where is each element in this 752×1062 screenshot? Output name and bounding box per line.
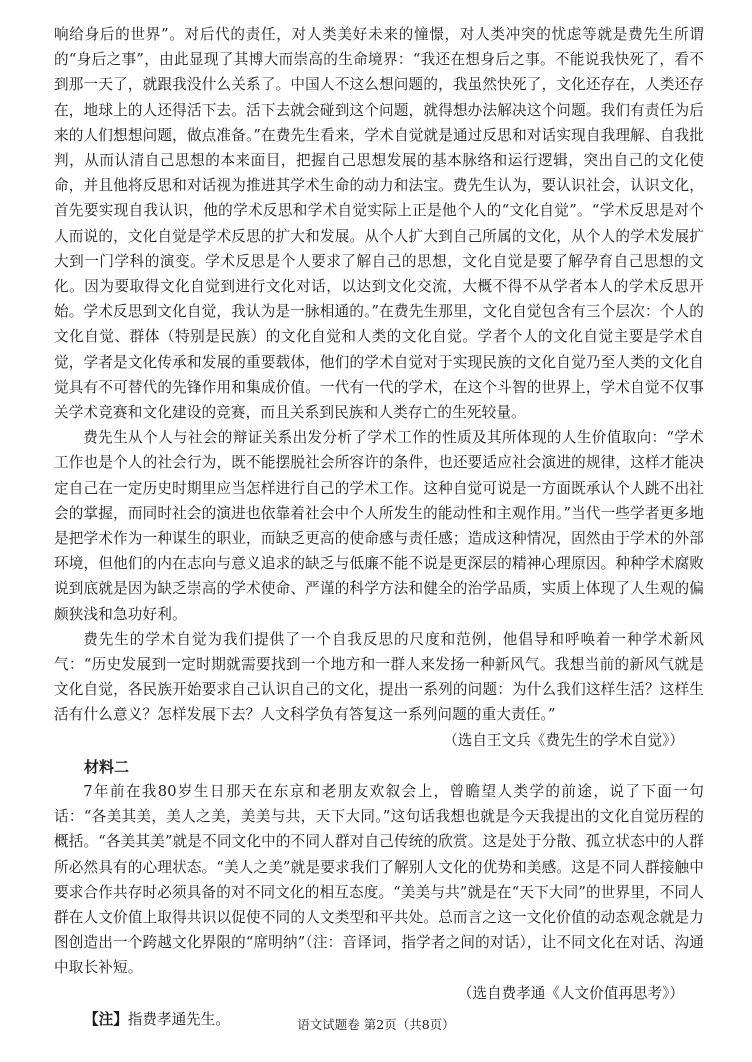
footnote-tag: 【注】 — [84, 1010, 128, 1028]
material-one-paragraph-3: 费先生的学术自觉为我们提供了一个自我反思的尺度和范例，他倡导和呼唤着一种学术新风气：“历史发展到一定时期就需要找到一个地方和一群人来发扬一种新风气。我想当前的新风气就是文化自觉，各民族开始要求自己认识自己的文化，提出一系列的问题：为什么我们这样生活？这样生活有什么意义？怎样发展下去？人文科学负有答复这一系列问题的重大责任。” — [54, 630, 704, 724]
page-footer: 语文试题卷 第2页（共8页） — [297, 1017, 455, 1032]
material-one-paragraph-2: 费先生从个人与社会的辩证关系出发分析了学术工作的性质及其所体现的人生价值取向：“学术工作也是个人的社会行为，既不能摆脱社会所容许的条件，也还要适应社会演进的规律，这样才能决定自己在一定历史时期里应当怎样进行自己的学术工作。这种自觉可说是一方面既承认个人跳不出社会的掌握，而同时社会的演进也依靠着社会中个人所发生的能动性和主观作用。”当代一些学者更多地是把学术作为一种谋生的职业，而缺乏更高的使命感与责任感；造成这种情况，固然由于学术的外部环境，但他们的内在志向与意义追求的缺乏与低廉不能不说是更深层的精神心理原因。种种学术腐败说到底就是因为缺乏崇高的学术使命、严谨的科学方法和健全的治学品质，实质上体现了人生观的偏颇狭浅和急功好利。 — [54, 429, 704, 623]
material-one-paragraph-1: 响给身后的世界”。对后代的责任，对人类美好未来的憧憬，对人类冲突的忧虑等就是费先生所谓的“身后之事”，由此显现了其博大而崇高的生命境界：“我还在想身后之事。不能说我快死了，看不到那一天了，就跟我没什么关系了。中国人不这么想问题的，我虽然快死了，文化还存在，人类还存在，地球上的人还得活下去。活下去就会碰到这个问题，就得想办法解决这个问题。我们有责任为后来的人们想想问题，做点准备。”在费先生看来，学术自觉就是通过反思和对话实现自我理解、自我批判，从而认清自己思想的本来面目，把握自己思想发展的基本脉络和运行逻辑，突出自己的文化使命，并且他将反思和对话视为推进其学术生命的动力和法宝。费先生认为，要认识社会，认识文化，首先要实现自我认识，他的学术反思和学术自觉实际上正是他个人的“文化自觉”。“学术反思是对个人而说的，文化自觉是学术反思的扩大和发展。从个人扩大到自己所属的文化，从个人的学术发展扩大到一门学科的演变。学术反思是个人要求了解自己的思想，文化自觉是要了解孕育自己思想的文化。因为要取得文化自觉到进行文化对话，以达到文化交流，大概不得不从学者本人的学术反思开始。学术反思到文化自觉，我认为是一脉相通的。”在费先生那里，文化自觉包含有三个层次：个人的文化自觉、群体（特别是民族）的文化自觉和人类的文化自觉。学者个人的文化自觉主要是学术自觉，学者是文化传承和发展的重要载体，他们的学术自觉对于实现民族的文化自觉乃至人类的文化自觉具有不可替代的先锋作用和集成价值。一代有一代的学术，在这个斗智的世界上，学术自觉不仅事关学术竞赛和文化建设的竞赛，而且关系到民族和人类存亡的生死较量。 — [54, 26, 704, 422]
footnote-text: 指费孝通先生。 — [127, 1010, 230, 1028]
material-one-source: （选自王文兵《费先生的学术自觉》） — [443, 731, 684, 749]
material-two-paragraph-1: 7年前在我80岁生日那天在东京和老朋友欢叙会上，曾瞻望人类学的前途，说了下面一句话：“各美其美，美人之美，美美与共，天下大同。”这句话我想也就是今天我提出的文化自觉历程的概括。“各美其美”就是不同文化中的不同人群对自己传统的欣赏。这是处于分散、孤立状态中的人群所必然具有的心理状态。“美人之美”就是要求我们了解别人文化的优势和美感。这是不同人群接触中要求合作共存时必须具备的对不同文化的相互态度。“美美与共”就是在“天下大同”的世界里，不同人群在人文价值上取得共识以促使不同的人文类型和平共处。总而言之这一文化价值的动态观念就是力图创造出一个跨越文化界限的“席明纳”（注：音译词，指学者之间的对话），让不同文化在对话、沟通中取长补短。 — [54, 782, 704, 977]
material-two-source: （选自费孝通《人文价值再思考》） — [457, 984, 684, 1002]
material-two-heading: 材料二 — [84, 757, 130, 776]
